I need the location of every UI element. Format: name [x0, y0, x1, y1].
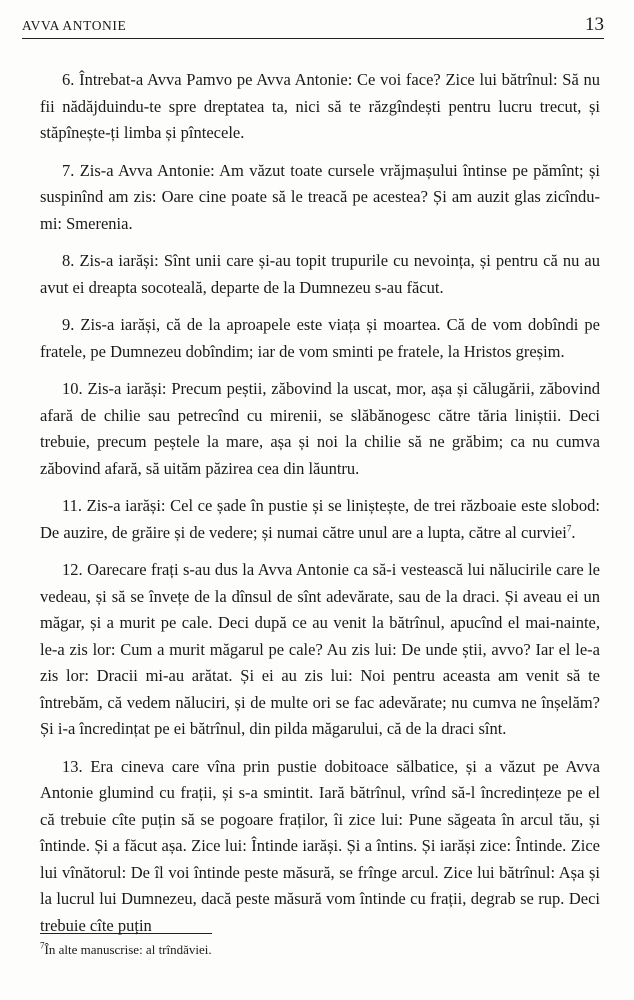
running-head: [22, 12, 604, 39]
paragraph-10: 10. Zis-a iarăși: Precum peștii, zăbovind la uscat, mor, așa și călugării, zăbovind afară de chilie sau petrecînd cu mirenii, se slăbănogesc către tăria liniștii. Deci trebuie, precum peștele la mare, așa și noi la chilie să ne grăbim; ca nu cumva zăbovind afară, să uităm păzirea cea din lăuntru.: [40, 379, 600, 478]
footnote-marker: 7: [40, 940, 45, 951]
page-number: 13: [585, 14, 604, 35]
footnote: [40, 941, 600, 959]
paragraph-7: 7. Zis-a Avva Antonie: Am văzut toate cursele vrăjmașului întinse pe pămînt; și suspinînd am zis: Oare cine poate să le treacă pe acestea? Și am auzit glas zicîndu-mi: Smerenia.: [40, 160, 600, 233]
footnote-divider: [40, 933, 212, 934]
paragraph-6: 6. Întrebat-a Avva Pamvo pe Avva Antonie: Ce voi face? Zice lui bătrînul: Să nu fii nădăjduindu-te spre dreptatea ta, nici să te răzgîndești pentru lucru trecut, și stăpînește-ți limba și pîntecele.: [40, 70, 600, 142]
paragraph-11-text: 11. Zis-a iarăși: Cel ce șade în pustie și se liniștește, de trei războaie este slobod: De auzire, de grăire și de vedere; și numai către unul are a lupta, către al curviei: [40, 496, 600, 542]
footnote-reference: 7: [566, 523, 572, 533]
paragraph-9: 9. Zis-a iarăși, că de la aproapele este viața și moartea. Că de vom dobîndi pe fratele, pe Dumnezeu dobîndim; iar de vom sminti pe fratele, la Hristos greșim.: [40, 315, 600, 361]
paragraph-12: 12. Oarecare frați s-au dus la Avva Antonie ca să-i vestească lui nălucirile care le vedeau, și să se învețe de la dînsul de sînt adevărate, sau de la draci. Și aveau ei un măgar, și a murit pe cale. Deci după ce au venit la bătrînul, apucînd el mai-nainte, le-a zis lor: Cum a murit măgarul pe cale? Au zis lui: De unde știi, avvo? Iar el le-a zis lor: Dracii mi-au arătat. Și ei au zis lui: Noi pentru aceasta am venit să te întrebăm, că vedem năluciri, și de multe ori se fac adevărate; nu cumva ne înșelăm? Și i-a încredințat pe ei bătrînul, din pilda măgarului, că de la draci sînt.: [40, 560, 600, 738]
paragraph-8: 8. Zis-a iarăși: Sînt unii care și-au topit trupurile cu nevoința, și pentru că nu au avut ei dreapta socoteală, departe de la Dumnezeu s-au făcut.: [40, 251, 600, 297]
footnote-text: În alte manuscrise: al trîndăviei.: [44, 942, 212, 957]
paragraph-11: 11. Zis-a iarăși: Cel ce șade în pustie și se liniștește, de trei războaie este slobod: De auzire, de grăire și de vedere; și numai către unul are a lupta, către al curviei$^7$.: [40, 496, 600, 542]
body-text: [40, 67, 600, 950]
paragraph-13: 13. Era cineva care vîna prin pustie dobitoace sălbatice, și a văzut pe Avva Antonie glumind cu frații, și s-a smintit. Iară bătrînul, vrînd să-l încredințeze pe el că trebuie cîte puțin să se pogoare fraților, îi zice lui: Pune săgeata în arcul tău, și întinde. Și a făcut așa. Zice lui: Întinde iarăși. Și a întins. Și iarăși zice: Întinde. Zice lui vînătorul: De îl voi întinde peste măsură, se frînge arcul. Zice lui bătrînul: Așa și la lucrul lui Dumnezeu, dacă peste măsură vom întinde cu frații, degrab se rup. Deci trebuie cîte puțin: [40, 756, 600, 935]
running-title: AVVA ANTONIE: [22, 18, 127, 33]
